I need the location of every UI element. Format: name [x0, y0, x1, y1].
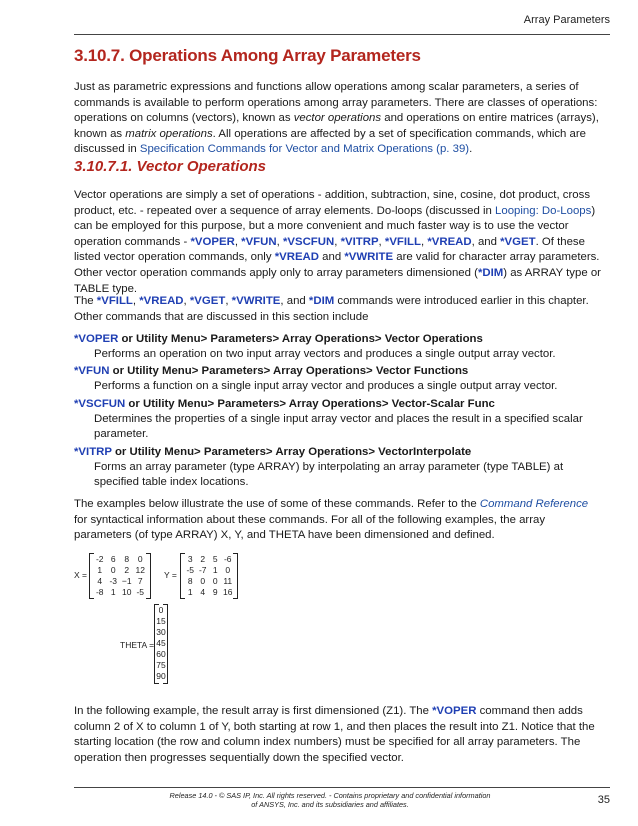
matrix-x-cell: 1	[97, 565, 103, 575]
cmd-link-vfun[interactable]: *VFUN	[241, 235, 277, 248]
def-desc-vfun: Performs a function on a single input array vector and produces a single output array vector.	[94, 380, 558, 392]
def-term-voper: *VOPER or Utility Menu> Parameters> Array Operations> Vector Operations	[74, 333, 483, 345]
looping-link[interactable]: Looping: Do-Loops	[495, 204, 592, 217]
matrix-theta-cell: 0	[158, 605, 164, 615]
matrix-x-cell: 12	[135, 565, 145, 575]
vector-ops-paragraph: Vector operations are simply a set of operations - addition, subtraction, sine, cosine, dot product, cross product, etc. - repeated over a sequence of array elements. Do-loops (discussed in Looping: Do-Loops) can be employed for this purpose, but a more convenient and much faster way is to use the vector operation commands - *VOPER, *VFUN, *VSCFUN, *VITRP, *VFILL, *VREAD, and *VGET. Of these listed vector operation commands, only *VREAD and *VWRITE are valid for character array parameters. Other vector operation commands apply only to array parameters dimensioned (*DIM) as ARRAY type or TABLE type.	[74, 189, 601, 295]
cmd-link-vitrp[interactable]: *VITRP	[74, 446, 112, 458]
right-bracket	[163, 604, 168, 684]
matrix-y-cell: -7	[198, 565, 207, 575]
page-ref-link[interactable]: (p. 39)	[436, 143, 470, 156]
matrix-theta-cell: 60	[156, 649, 166, 659]
cmd-link-vitrp[interactable]: *VITRP	[340, 235, 379, 248]
matrix-x-cell: 1	[110, 587, 116, 597]
footer-rule	[74, 787, 610, 788]
cmd-link-vscfun[interactable]: *VSCFUN	[74, 398, 126, 410]
matrix-y-cell: 11	[223, 576, 233, 586]
def-desc-vitrp: Forms an array parameter (type ARRAY) by interpolating an array parameter (type TABLE) at specified table index locations.	[94, 461, 564, 488]
cmd-link-vwrite[interactable]: *VWRITE	[231, 295, 281, 307]
matrix-x-cell: -3	[109, 576, 118, 586]
matrix-x-cell: -5	[136, 587, 145, 597]
def-term-vitrp: *VITRP or Utility Menu> Parameters> Array Operations> VectorInterpolate	[74, 446, 472, 458]
cmd-link-dim[interactable]: *DIM	[477, 266, 504, 279]
cmd-link-vread[interactable]: *VREAD	[274, 251, 320, 264]
matrix-theta-cell: 30	[156, 627, 166, 637]
matrix-y-row	[184, 554, 234, 565]
matrix-y-cell: 5	[212, 554, 218, 564]
matrix-y-cell: 8	[187, 576, 193, 586]
left-bracket	[180, 553, 185, 599]
matrix-y-cell: -6	[223, 554, 232, 564]
matrix-x-cell: 0	[110, 565, 116, 575]
matrix-theta-cell: 45	[156, 638, 166, 648]
matrix-y-row	[184, 587, 234, 598]
cmd-link-vget[interactable]: *VGET	[189, 295, 226, 307]
matrix-y-cell: 0	[212, 576, 218, 586]
matrix-y-cell: 4	[200, 587, 206, 597]
left-bracket	[154, 604, 159, 684]
cmd-link-vfun[interactable]: *VFUN	[74, 365, 110, 377]
right-bracket	[146, 553, 151, 599]
matrix-y-cell: 2	[200, 554, 206, 564]
matrix-y	[180, 553, 238, 599]
subsection-title: 3.10.7.1. Vector Operations	[74, 158, 267, 175]
matrix-y-cell: -5	[186, 565, 195, 575]
matrix-x-row	[93, 565, 147, 576]
matrix-x-cell: -2	[95, 554, 104, 564]
matrix-y-cell: 16	[223, 587, 233, 597]
cmd-link-vread[interactable]: *VREAD	[427, 235, 472, 248]
matrix-y-row	[184, 576, 234, 587]
matrix-x	[89, 553, 151, 599]
cmd-link-vfill[interactable]: *VFILL	[384, 235, 421, 248]
cmd-link-voper[interactable]: *VOPER	[432, 705, 477, 717]
matrix-theta-cell: 90	[156, 671, 166, 681]
matrix-y-cell: 9	[212, 587, 218, 597]
matrix-y-label: Y =	[164, 570, 177, 580]
cmd-link-vwrite[interactable]: *VWRITE	[344, 251, 394, 264]
spec-commands-link[interactable]: Specification Commands for Vector and Matrix Operations	[139, 143, 433, 156]
matrix-x-cell: 6	[110, 554, 116, 564]
matrix-y-row	[184, 565, 234, 576]
matrix-y-cell: 0	[200, 576, 206, 586]
theta-vector	[154, 604, 168, 684]
matrix-x-cell: 2	[124, 565, 130, 575]
matrix-y-cell: 1	[187, 587, 193, 597]
matrix-y-cell: 3	[187, 554, 193, 564]
cmd-link-dim[interactable]: *DIM	[308, 295, 335, 307]
matrix-theta-cell: 15	[156, 616, 166, 626]
matrix-x-label: X =	[74, 570, 87, 580]
cmd-link-voper[interactable]: *VOPER	[74, 333, 119, 345]
cmd-link-vfill[interactable]: *VFILL	[96, 295, 133, 307]
page-number: 35	[597, 794, 610, 806]
matrix-x-cell: 0	[137, 554, 143, 564]
matrix-x-cell: 8	[124, 554, 130, 564]
commands-intro-paragraph: The *VFILL, *VREAD, *VGET, *VWRITE, and *DIM commands were introduced earlier in this chapter. Other commands that are discussed in this section include	[74, 295, 589, 323]
cmd-link-vread[interactable]: *VREAD	[139, 295, 184, 307]
matrix-x-cell: −1	[121, 576, 132, 586]
matrix-x-row	[93, 576, 147, 587]
running-header: Array Parameters	[523, 14, 610, 26]
def-desc-vscfun: Determines the properties of a single input array vector and places the result in a specified scalar parameter.	[94, 413, 583, 440]
cmd-link-vscfun[interactable]: *VSCFUN	[282, 235, 335, 248]
matrix-x-cell: 7	[137, 576, 143, 586]
header-rule	[74, 34, 610, 35]
matrix-x-row	[93, 554, 147, 565]
def-desc-voper: Performs an operation on two input array vectors and produces a single output array vector.	[94, 348, 556, 360]
footer-copyright: Release 14.0 - © SAS IP, Inc. All rights reserved. - Contains proprietary and confidential information of ANSYS, Inc. and its subsidiaries and affiliates.	[169, 791, 491, 809]
theta-label: THETA =	[120, 640, 155, 650]
matrix-x-cell: 4	[97, 576, 103, 586]
def-term-vfun: *VFUN or Utility Menu> Parameters> Array Operations> Vector Functions	[74, 365, 469, 377]
matrix-theta-cell: 75	[156, 660, 166, 670]
cmd-link-vget[interactable]: *VGET	[500, 235, 536, 248]
matrix-x-cell: -8	[95, 587, 104, 597]
left-bracket	[89, 553, 94, 599]
matrix-x-row	[93, 587, 147, 598]
matrix-y-cell: 1	[212, 565, 218, 575]
command-reference-link[interactable]: Command Reference	[479, 498, 589, 510]
section-title: 3.10.7. Operations Among Array Parameters	[74, 46, 421, 65]
intro-paragraph: Just as parametric expressions and functions allow operations among scalar parameters, a series of commands is available to perform operations among array parameters. There are classes of operations: operations on columns (vectors), known as vector operations and operations on entire matrices (arrays), known as matrix operations. All operations are affected by a set of specification commands, which are discussed in Specification Commands for Vector and Matrix Operations (p. 39).	[74, 81, 599, 156]
def-term-vscfun: *VSCFUN or Utility Menu> Parameters> Array Operations> Vector-Scalar Func	[74, 398, 495, 410]
examples-paragraph: The examples below illustrate the use of some of these commands. Refer to the Command Reference for syntactical information about these commands. For all of the following examples, the array parameters (of type ARRAY) X, Y, and THETA have been dimensioned and defined.	[74, 498, 589, 542]
matrix-y-cell: 0	[225, 565, 231, 575]
voper-example-paragraph: In the following example, the result array is first dimensioned (Z1). The *VOPER command then adds column 2 of X to column 1 of Y, both starting at row 1, and then places the result into Z1. Notice that the starting location (the row and column index numbers) must be specified for all array parameters. The operation then progresses sequentially down the specified vector.	[74, 705, 595, 764]
cmd-link-voper[interactable]: *VOPER	[190, 235, 235, 248]
right-bracket	[233, 553, 238, 599]
matrix-x-cell: 10	[122, 587, 132, 597]
